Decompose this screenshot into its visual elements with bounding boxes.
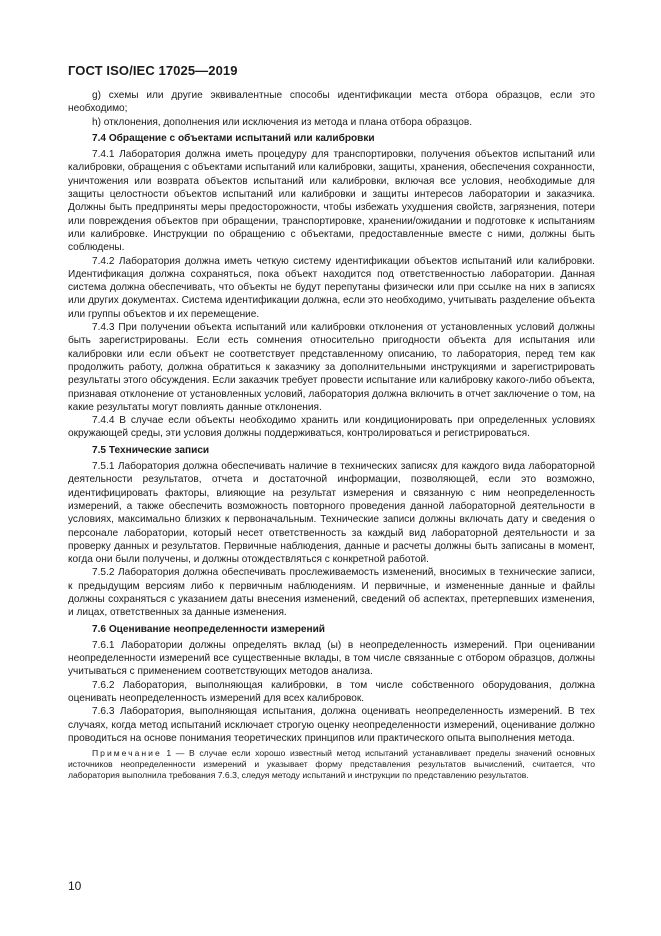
list-item-h: h) отклонения, дополнения или исключения из метода и плана отбора образцов.: [92, 116, 473, 128]
list-item-g: g) схемы или другие эквивалентные способы идентификации места отбора образцов, если это необходимо;: [68, 90, 595, 115]
document-body: [68, 89, 595, 781]
note-1: [68, 748, 595, 781]
paragraph-7-6-1: 7.6.1 Лаборатории должны определять вклад (ы) в неопределенность измерений. При оценивании неопределенности измерений все существенные вклады, в том числе связанные с отбором образцов, должны учитываться с применением соответствующих методов анализа.: [68, 639, 595, 678]
paragraph-7-5-2: 7.5.2 Лаборатория должна обеспечивать прослеживаемость изменений, вносимых в технические записи, к предыдущим версиям либо к первичным наблюдениям. И первичные, и измененные данные и файлы должны сохраняться с указанием даты внесения изменений, сведений об аспектах, претерпевших изменения, и лицах, ответственных за данные изменения.: [68, 567, 595, 619]
paragraph-7-4-2: 7.4.2 Лаборатория должна иметь четкую систему идентификации объектов испытаний или калибровки. Идентификация должна сохраняться, пока объект находится под ответственностью лаборатории. Данная система должна обеспечивать, что объекты не будут перепутаны физически или при ссылке на них в записях или других документах. Система идентификации должна, если это необходимо, учитывать разделение объекта или группы объектов и их перемещение.: [68, 255, 595, 320]
paragraph-7-4-4: 7.4.4 В случае если объекты необходимо хранить или кондиционировать при определенных условиях окружающей среды, эти условия должны поддерживаться, контролироваться и регистрироваться.: [68, 415, 595, 440]
section-7-5-heading: 7.5 Технические записи: [92, 444, 210, 456]
note-text: 1 — В случае если хорошо известный метод испытаний устанавливает пределы значений основных источников неопределенности измерений и указывает форму представления результатов вычислений, считается, что лаборатория выполнила требования 7.6.3, следуя методу испытаний и инструкции по представлению результатов.: [68, 748, 595, 781]
paragraph-7-6-2: 7.6.2 Лаборатория, выполняющая калибровки, в том числе собственного оборудования, должна оценивать неопределенность измерений для всех калибровок.: [68, 679, 595, 705]
paragraph-7-5-1: 7.5.1 Лаборатория должна обеспечивать наличие в технических записях для каждого вида лабораторной деятельности результатов, отчета и достаточной информации, позволяющей, если это возможно, идентифицировать факторы, влияющие на результат измерения и связанную с ним неопределенность измерений, а также обеспечить возможность повторного проведения данной лабораторной деятельности в условиях, максимально близких к первоначальным. Технические записи должны включать дату и сведения о персонале лаборатории, который несет ответственность за каждый вид лабораторной деятельности и за проверку данных и результатов. Первичные наблюдения, данные и расчеты должны быть записаны в момент, когда они были получены, и должны отождествляться с конкретной работой.: [68, 461, 595, 566]
page-number: 10: [68, 879, 82, 893]
document-header: ГОСТ ISO/IEC 17025—2019: [68, 63, 238, 78]
paragraph-7-4-3: 7.4.3 При получении объекта испытаний или калибровки отклонения от установленных условий должны быть зарегистрированы. Если есть сомнения относительно пригодности объекта для испытания или калибровки или если объект не соответствует представленному описанию, то лаборатория, перед тем как продолжить работу, должна обратиться к заказчику за дополнительными инструкциями и зарегистрировать результаты этого обсуждения. Если заказчик требует провести испытание или калибровку какого-либо объекта, признавая отклонение от установленных условий, лаборатория должна включить в отчет заключение о том, на какие результаты могут повлиять данные отклонения.: [68, 322, 595, 413]
section-7-6-heading: 7.6 Оценивание неопределенности измерений: [92, 623, 326, 635]
paragraph-7-4-1: 7.4.1 Лаборатория должна иметь процедуру для транспортировки, получения объектов испытаний или калибровки, обращения с объектами испытаний или калибровки, защиты, хранения, обеспечения сохранности, уничтожения или возврата объектов испытаний или калибровки, включая все условия, необходимые для защиты целостности объектов испытаний или калибровки и защиты интересов лаборатории и заказчика. Должны быть предприняты меры предосторожности, чтобы избежать ухудшения свойств, загрязнения, потери или повреждения объектов при обращении, транспортировке, хранении/ожидании и подготовке к испытаниям или калибровке. Инструкции по обращению с объектами, предоставленные вместе с ними, должны быть соблюдены.: [68, 149, 595, 254]
section-7-4-heading: 7.4 Обращение с объектами испытаний или калибровки: [92, 132, 375, 144]
paragraph-7-6-3: 7.6.3 Лаборатория, выполняющая испытания, должна оценивать неопределенность измерений. В тех случаях, когда метод испытаний исключает строгую оценку неопределенности измерений, оценивание должно проводиться на основе понимания теоретических принципов или практического опыта выполнения метода.: [68, 706, 595, 744]
note-label: Примечание: [92, 748, 162, 759]
